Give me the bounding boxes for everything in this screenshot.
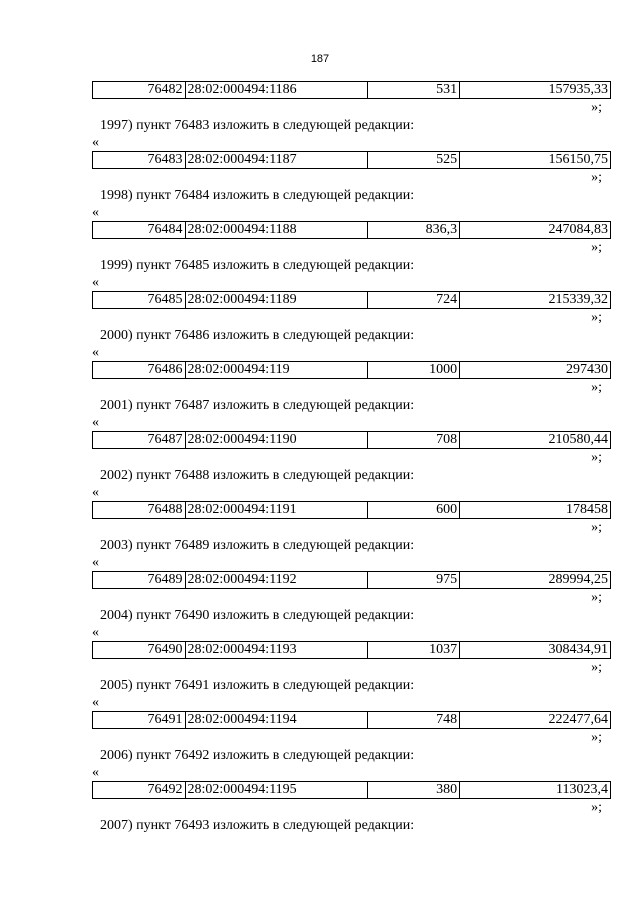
item-number-cell: 76484: [93, 222, 186, 239]
item-number-cell: 76482: [93, 82, 186, 99]
table-row: [93, 642, 611, 659]
amendment-paragraph: 2001) пункт 76487 изложить в следующей редакции:: [100, 398, 415, 413]
closing-quote: »;: [591, 450, 602, 465]
closing-quote: »;: [591, 100, 602, 115]
amendment-paragraph: 2000) пункт 76486 изложить в следующей редакции:: [100, 328, 415, 343]
cadastral-number-cell: 28:02:000494:1192: [185, 572, 367, 589]
cadastral-table: [92, 571, 611, 589]
area-cell: 724: [367, 292, 460, 309]
opening-quote: «: [92, 415, 99, 430]
cost-cell: 247084,83: [460, 222, 611, 239]
closing-quote: »;: [591, 520, 602, 535]
area-cell: 531: [367, 82, 460, 99]
cadastral-number-cell: 28:02:000494:1193: [185, 642, 367, 659]
cadastral-table: [92, 291, 611, 309]
cadastral-number-cell: 28:02:000494:1186: [185, 82, 367, 99]
closing-quote: »;: [591, 660, 602, 675]
cadastral-table: [92, 781, 611, 799]
cadastral-table: [92, 501, 611, 519]
closing-quote: »;: [591, 730, 602, 745]
area-cell: 748: [367, 712, 460, 729]
cost-cell: 156150,75: [460, 152, 611, 169]
amendment-paragraph: 1999) пункт 76485 изложить в следующей редакции:: [100, 258, 415, 273]
cadastral-table: [92, 641, 611, 659]
area-cell: 525: [367, 152, 460, 169]
table-row: [93, 782, 611, 799]
table-row: [93, 82, 611, 99]
cadastral-number-cell: 28:02:000494:1191: [185, 502, 367, 519]
cadastral-table: [92, 431, 611, 449]
opening-quote: «: [92, 345, 99, 360]
amendment-paragraph: 1998) пункт 76484 изложить в следующей редакции:: [100, 188, 415, 203]
cadastral-number-cell: 28:02:000494:1187: [185, 152, 367, 169]
cost-cell: 308434,91: [460, 642, 611, 659]
cost-cell: 178458: [460, 502, 611, 519]
amendment-block: [92, 501, 612, 571]
closing-quote: »;: [591, 310, 602, 325]
page-number: 187: [310, 53, 330, 65]
item-number-cell: 76491: [93, 712, 186, 729]
amendment-block: [92, 711, 612, 781]
opening-quote: «: [92, 695, 99, 710]
cost-cell: 222477,64: [460, 712, 611, 729]
amendment-paragraph: 2005) пункт 76491 изложить в следующей редакции:: [100, 678, 415, 693]
area-cell: 1037: [367, 642, 460, 659]
area-cell: 975: [367, 572, 460, 589]
cadastral-number-cell: 28:02:000494:1195: [185, 782, 367, 799]
cost-cell: 210580,44: [460, 432, 611, 449]
item-number-cell: 76483: [93, 152, 186, 169]
area-cell: 380: [367, 782, 460, 799]
closing-quote: »;: [591, 590, 602, 605]
amendment-paragraph: 2002) пункт 76488 изложить в следующей редакции:: [100, 468, 415, 483]
cadastral-number-cell: 28:02:000494:1190: [185, 432, 367, 449]
cadastral-number-cell: 28:02:000494:1188: [185, 222, 367, 239]
amendment-paragraph: 2006) пункт 76492 изложить в следующей редакции:: [100, 748, 415, 763]
cadastral-table: [92, 711, 611, 729]
table-row: [93, 152, 611, 169]
item-number-cell: 76487: [93, 432, 186, 449]
cost-cell: 297430: [460, 362, 611, 379]
amendment-block: [92, 81, 612, 151]
amendment-block: [92, 151, 612, 221]
amendment-block: [92, 291, 612, 361]
amendment-block: [92, 781, 612, 834]
area-cell: 1000: [367, 362, 460, 379]
closing-quote: »;: [591, 170, 602, 185]
closing-quote: »;: [591, 380, 602, 395]
cadastral-number-cell: 28:02:000494:1189: [185, 292, 367, 309]
opening-quote: «: [92, 485, 99, 500]
cadastral-table: [92, 221, 611, 239]
cadastral-number-cell: 28:02:000494:1194: [185, 712, 367, 729]
cost-cell: 289994,25: [460, 572, 611, 589]
cadastral-table: [92, 361, 611, 379]
item-number-cell: 76485: [93, 292, 186, 309]
table-row: [93, 362, 611, 379]
table-row: [93, 572, 611, 589]
amendment-list: [92, 81, 612, 834]
area-cell: 600: [367, 502, 460, 519]
item-number-cell: 76492: [93, 782, 186, 799]
opening-quote: «: [92, 555, 99, 570]
cadastral-table: [92, 151, 611, 169]
item-number-cell: 76488: [93, 502, 186, 519]
table-row: [93, 712, 611, 729]
item-number-cell: 76489: [93, 572, 186, 589]
amendment-block: [92, 361, 612, 431]
table-row: [93, 292, 611, 309]
opening-quote: «: [92, 205, 99, 220]
item-number-cell: 76486: [93, 362, 186, 379]
cadastral-number-cell: 28:02:000494:119: [185, 362, 367, 379]
amendment-paragraph: 2003) пункт 76489 изложить в следующей редакции:: [100, 538, 415, 553]
closing-quote: »;: [591, 240, 602, 255]
cost-cell: 157935,33: [460, 82, 611, 99]
opening-quote: «: [92, 765, 99, 780]
cadastral-table: [92, 81, 611, 99]
opening-quote: «: [92, 625, 99, 640]
table-row: [93, 222, 611, 239]
amendment-block: [92, 221, 612, 291]
item-number-cell: 76490: [93, 642, 186, 659]
area-cell: 708: [367, 432, 460, 449]
cost-cell: 113023,4: [460, 782, 611, 799]
area-cell: 836,3: [367, 222, 460, 239]
amendment-paragraph: 2004) пункт 76490 изложить в следующей редакции:: [100, 608, 415, 623]
cost-cell: 215339,32: [460, 292, 611, 309]
opening-quote: «: [92, 275, 99, 290]
amendment-block: [92, 571, 612, 641]
opening-quote: «: [92, 135, 99, 150]
amendment-block: [92, 641, 612, 711]
closing-quote: »;: [591, 800, 602, 815]
table-row: [93, 502, 611, 519]
amendment-paragraph: 2007) пункт 76493 изложить в следующей редакции:: [100, 818, 415, 833]
table-row: [93, 432, 611, 449]
amendment-block: [92, 431, 612, 501]
amendment-paragraph: 1997) пункт 76483 изложить в следующей редакции:: [100, 118, 415, 133]
